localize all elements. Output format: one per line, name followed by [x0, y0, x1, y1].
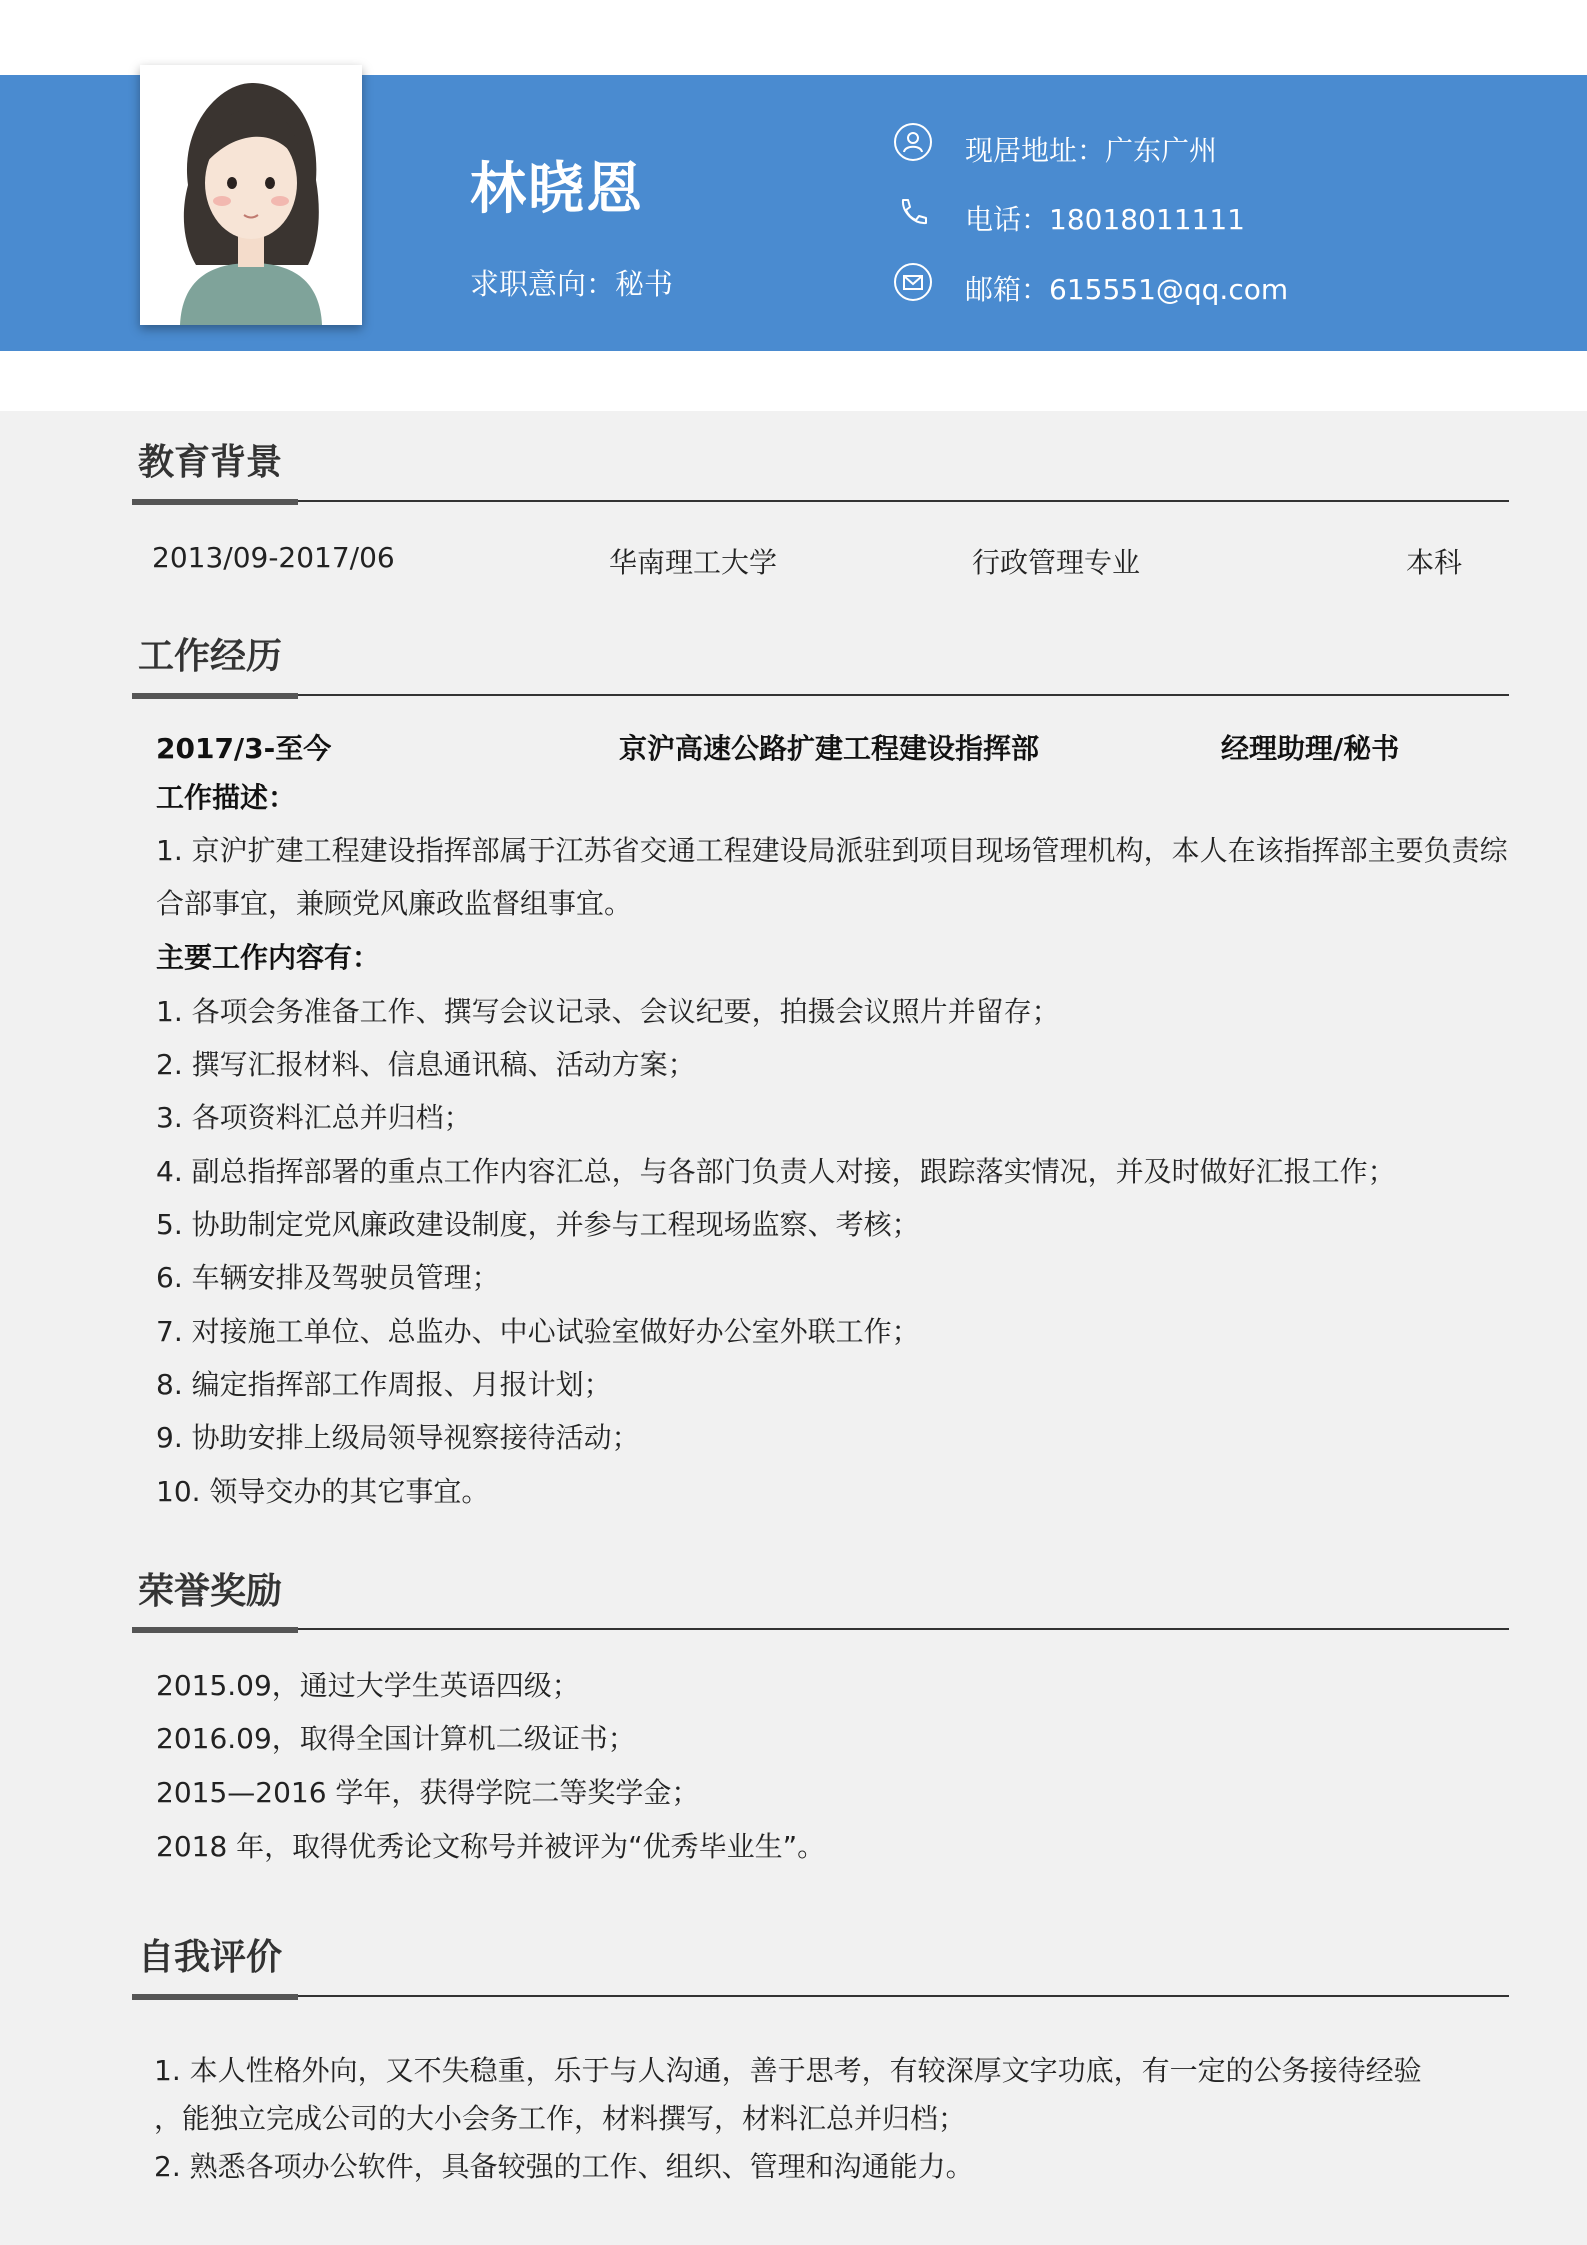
work-desc-line: 合部事宜，兼顾党风廉政监督组事宜。: [156, 887, 633, 920]
list-item: 2015.09，通过大学生英语四级；: [156, 1669, 580, 1702]
section-divider: [132, 1995, 1509, 1997]
self-eval-line: ，能独立完成公司的大小会务工作，材料撰写，材料汇总并归档；: [154, 2102, 967, 2135]
list-item: 2015—2016 学年，获得学院二等奖学金；: [156, 1776, 700, 1809]
work-period: 2017/3-至今: [156, 732, 332, 765]
section-divider: [132, 694, 1509, 696]
section-title-self-eval: 自我评价: [138, 1937, 283, 1978]
work-desc-label: 工作描述：: [156, 781, 297, 814]
list-item: 5. 协助制定党风廉政建设制度，并参与工程现场监察、考核；: [156, 1208, 920, 1241]
education-degree: 本科: [1406, 546, 1463, 579]
list-item: 1. 各项会务准备工作、撰写会议记录、会议纪要，拍摄会议照片并留存；: [156, 995, 1060, 1028]
mail-icon: [894, 263, 932, 301]
work-position: 经理助理/秘书: [1221, 732, 1400, 765]
candidate-name: 林晓恩: [470, 157, 644, 222]
list-item: 4. 副总指挥部署的重点工作内容汇总，与各部门负责人对接，跟踪落实情况，并及时做好汇报工作；: [156, 1155, 1396, 1188]
list-item: 2. 撰写汇报材料、信息通讯稿、活动方案；: [156, 1048, 696, 1081]
contact-address: 现居地址：广东广州: [965, 134, 1218, 167]
section-title-honors: 荣誉奖励: [138, 1571, 283, 1612]
education-school: 华南理工大学: [609, 546, 778, 579]
list-item: 3. 各项资料汇总并归档；: [156, 1101, 472, 1134]
work-desc-line: 1. 京沪扩建工程建设指挥部属于江苏省交通工程建设局派驻到项目现场管理机构，本人在该指挥部主要负责综: [156, 834, 1508, 867]
section-divider-accent: [132, 1627, 298, 1633]
section-title-education: 教育背景: [138, 442, 283, 483]
section-divider: [132, 1628, 1509, 1630]
list-item: 2016.09，取得全国计算机二级证书；: [156, 1722, 636, 1755]
contact-phone: 电话：18018011111: [965, 203, 1245, 236]
work-content-label: 主要工作内容有：: [156, 941, 381, 974]
education-major: 行政管理专业: [972, 546, 1141, 579]
list-item: 6. 车辆安排及驾驶员管理；: [156, 1261, 500, 1294]
list-item: 2018 年，取得优秀论文称号并被评为“优秀毕业生”。: [156, 1830, 826, 1863]
self-eval-line: 1. 本人性格外向，又不失稳重，乐于与人沟通，善于思考，有较深厚文字功底，有一定的公务接待经验: [154, 2054, 1422, 2087]
avatar: [140, 65, 362, 325]
phone-icon: [894, 193, 932, 231]
self-eval-line: 2. 熟悉各项办公软件，具备较强的工作、组织、管理和沟通能力。: [154, 2150, 974, 2183]
section-title-work: 工作经历: [138, 636, 283, 677]
job-intent: 求职意向：秘书: [470, 267, 674, 301]
user-icon: [894, 123, 932, 161]
section-divider-accent: [132, 1994, 298, 2000]
contact-email: 邮箱：615551@qq.com: [965, 273, 1289, 306]
list-item: 8. 编定指挥部工作周报、月报计划；: [156, 1368, 612, 1401]
list-item: 10. 领导交办的其它事宜。: [156, 1475, 490, 1508]
section-divider-accent: [132, 693, 298, 699]
list-item: 7. 对接施工单位、总监办、中心试验室做好办公室外联工作；: [156, 1315, 920, 1348]
education-period: 2013/09-2017/06: [152, 541, 395, 574]
work-company: 京沪高速公路扩建工程建设指挥部: [619, 732, 1040, 765]
list-item: 9. 协助安排上级局领导视察接待活动；: [156, 1421, 640, 1454]
section-divider-accent: [132, 499, 298, 505]
section-divider: [132, 500, 1509, 502]
